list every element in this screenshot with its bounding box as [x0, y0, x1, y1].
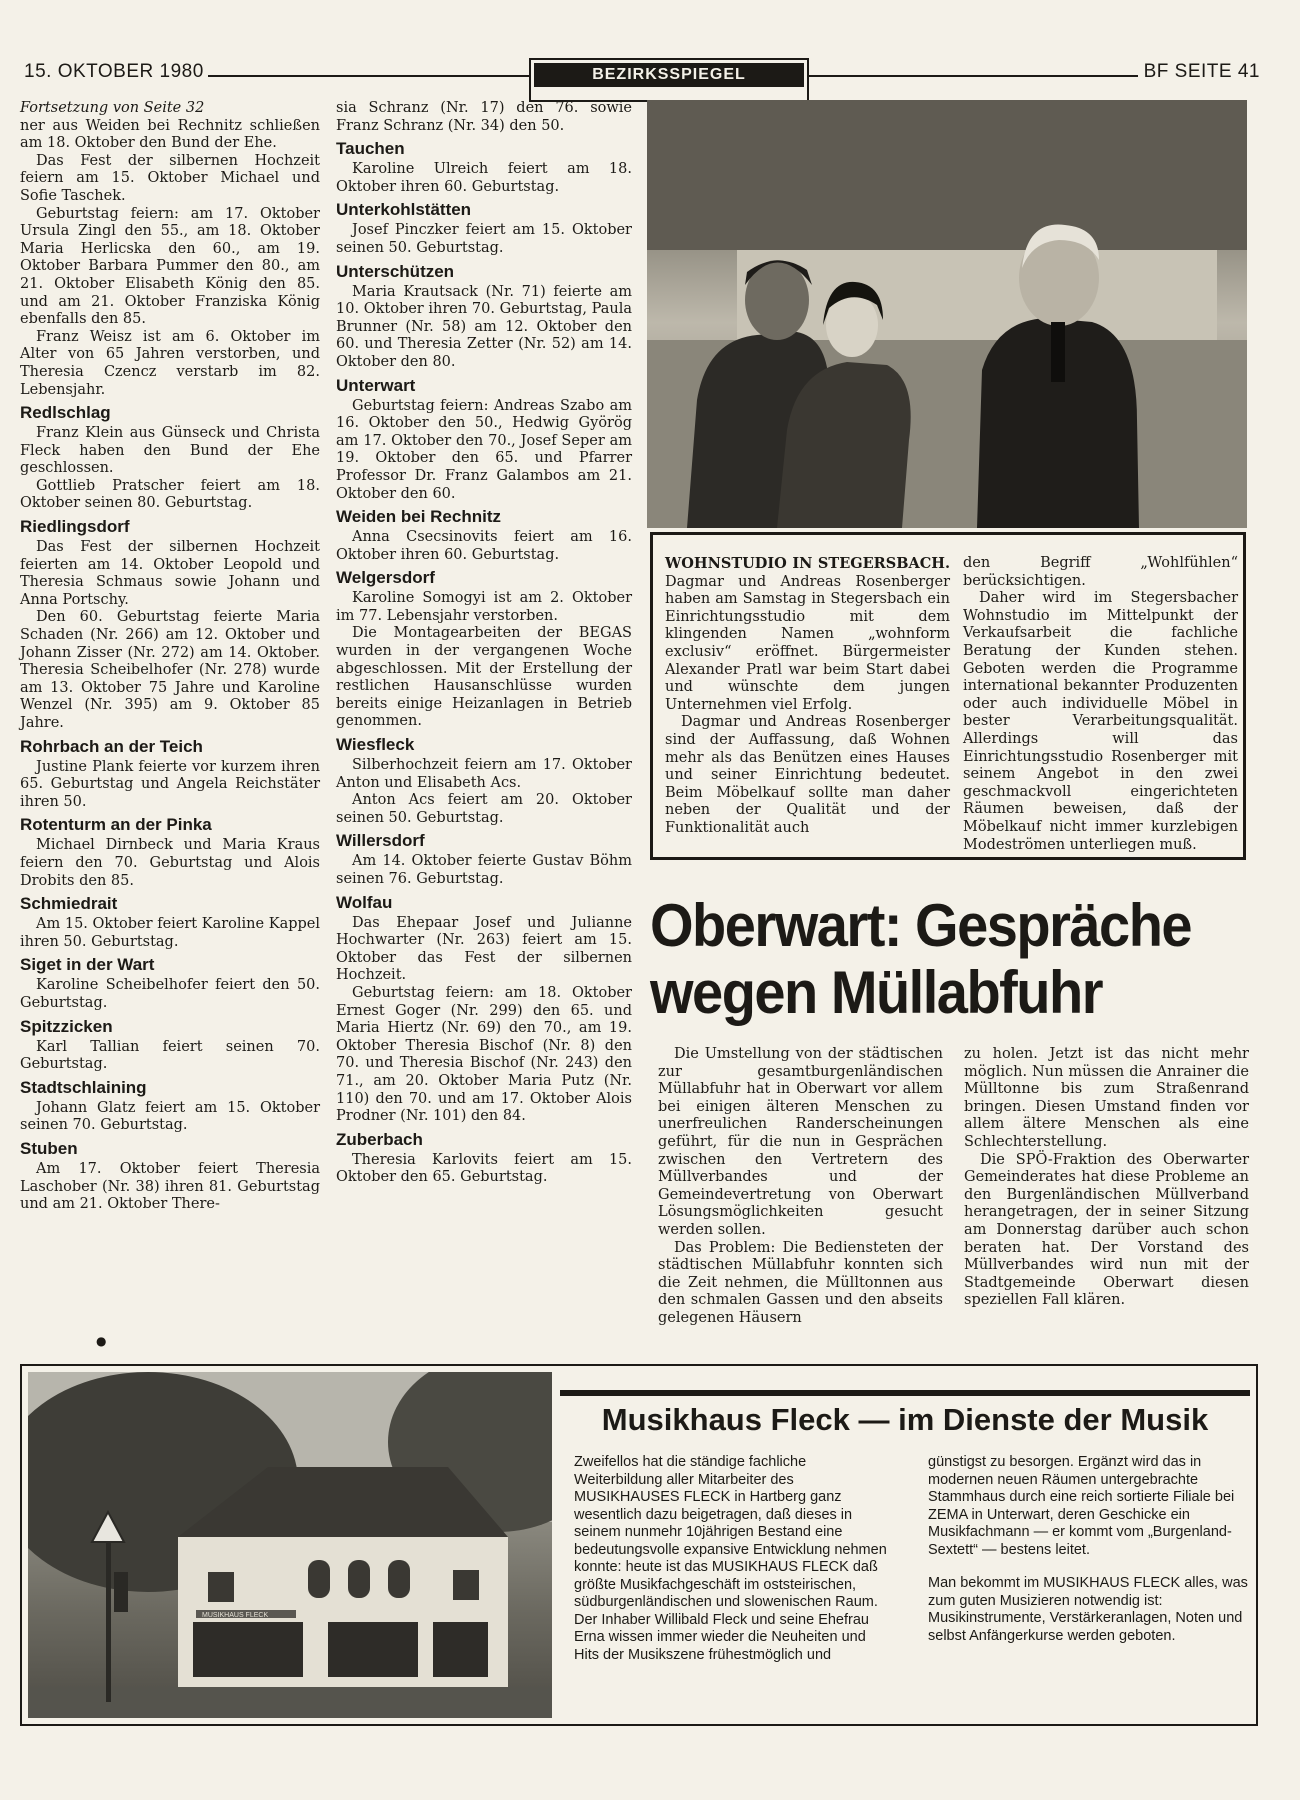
place-heading: Wolfau — [336, 892, 393, 912]
place-heading: Riedlingsdorf — [20, 517, 130, 537]
section-label — [529, 58, 809, 102]
article-text: sia Schranz (Nr. 17) den 76. sowie Franz Schranz (Nr. 34) den 50. — [336, 100, 632, 134]
column-end-bullet: ● — [96, 1334, 107, 1348]
place-heading: Schmiedrait — [20, 894, 118, 914]
article-text: Am 14. Oktober feierte Gustav Böhm seinen 76. Geburtstag. — [336, 853, 632, 887]
place-heading: Spitzzicken — [20, 1016, 113, 1036]
place-heading: Stuben — [20, 1138, 78, 1158]
article-text: Justine Plank feierte vor kurzem ihren 65. Geburtstag und Angela Reichstäter ihren 50. — [20, 758, 320, 810]
article-text: ner aus Weiden bei Rechnitz schließen am 18. Oktober den Bund der Ehe. — [20, 117, 320, 152]
masthead — [24, 58, 1260, 98]
wohnstudio-column-1 — [665, 555, 950, 838]
place-heading: Unterkohlstätten — [336, 200, 472, 220]
headline-line-1: Oberwart: Gespräche — [650, 890, 1192, 959]
ad-column-1 — [574, 1454, 894, 1664]
article-text: Die Umstellung von der städtischen zur gesamtburgenländischen Müllabfuhr hat in Oberwart vor allem bei einigen älteren Menschen zu unerfreulichen Randerscheinungen geführt, für die nun in Gesprächen zwischen den Vertretern des Müllverbandes und der Gemeindevertretung von Oberwart Lösungsmöglichkeiten gesucht werden sollen. — [658, 1046, 943, 1238]
wohnstudio-lead: WOHNSTUDIO IN STEGERSBACH. — [665, 555, 950, 572]
section-title: BEZIRKSSPIEGEL — [534, 63, 804, 87]
article-text: zu holen. Jetzt ist das nicht mehr möglich. Nun müssen die Anrainer die Mülltonne bis zum Straßenrand bringen. Diesen Umstand finden vor allem ältere Menschen als eine Schlechterstellung. — [964, 1046, 1249, 1150]
article-text: Silberhochzeit feiern am 17. Oktober Anton und Elisabeth Acs. — [336, 757, 632, 791]
wohnstudio-photo — [647, 100, 1247, 528]
article-text: Karoline Ulreich feiert am 18. Oktober ihren 60. Geburtstag. — [336, 161, 632, 195]
article-text: Karoline Somogyi ist am 2. Oktober im 77. Lebensjahr verstorben. — [336, 590, 632, 624]
place-heading: Tauchen — [336, 139, 405, 159]
article-text: Das Ehepaar Josef und Julianne Hochwarter (Nr. 263) feiert am 15. Oktober das Fest der silbernen Hochzeit. — [336, 914, 632, 984]
article-text: Geburtstag feiern: Andreas Szabo am 16. Oktober den 50., Hedwig Györög am 17. Oktober den 70., Josef Seper am 19. Oktober den 65. und Pfarrer Professor Dr. Franz Galambos am 21. Oktober den 60. — [336, 397, 632, 502]
musikhaus-building-illustration — [28, 1372, 552, 1718]
article-text: Franz Weisz ist am 6. Oktober im Alter von 65 Jahren verstorben, und Theresia Czencz verstarb im 82. Lebensjahr. — [20, 328, 320, 398]
place-heading: Stadtschlaining — [20, 1077, 147, 1097]
article-text: Michael Dirnbeck und Maria Kraus feiern den 70. Geburtstag und Alois Drobits den 85. — [20, 837, 320, 889]
article-text — [665, 555, 950, 714]
article-text: Geburtstag feiern: am 17. Oktober Ursula Zingl den 55., am 18. Oktober Maria Herlicska den 60., am 19. Oktober Barbara Pummer den 80., am 21. Oktober Elisabeth König den 85. und am 21. Oktober Franziska König ebenfalls den 85. — [20, 205, 320, 328]
article-text: Karl Tallian feiert seinen 70. Geburtstag. — [20, 1038, 320, 1073]
ad-title: Musikhaus Fleck — im Dienste der Musik — [560, 1402, 1250, 1438]
article-text: Geburtstag feiern: am 18. Oktober Ernest Goger (Nr. 299) den 65. und Maria Hiertz (Nr. 69) den 70., am 19. Oktober Theresia Bischof (Nr. 8) den 70. und Theresia Bischof (Nr. 243) den 71., am 20. Oktober Maria Putz (Nr. 110) den 70. und am 17. Oktober Alois Prodner (Nr. 101) den 84. — [336, 984, 632, 1125]
musikhaus-photo — [28, 1372, 552, 1718]
wohnstudio-photo-illustration — [647, 100, 1247, 528]
article-text: Dagmar und Andreas Rosenberger sind der Auffassung, daß Wohnen mehr als das Benützen eines Hauses und seiner Einrichtung bedeutet. Beim Möbelkauf sollte man daher neben der Qualität und der Funktionalität auch — [665, 714, 950, 836]
place-heading: Redlschlag — [20, 403, 111, 423]
place-heading: Rotenturm an der Pinka — [20, 815, 212, 835]
article-text: Johann Glatz feiert am 15. Oktober seinen 70. Geburtstag. — [20, 1099, 320, 1134]
shop-sign: MUSIKHAUS FLECK — [202, 1612, 269, 1619]
oberwart-column-2 — [964, 1046, 1249, 1310]
headline-line-2: wegen Müllabfuhr — [650, 957, 1102, 1026]
place-heading: Weiden bei Rechnitz — [336, 507, 501, 527]
column-1 — [20, 100, 320, 1214]
ad-text: Zweifellos hat die ständige fachliche Weiterbildung aller Mitarbeiter des MUSIKHAUSES FLECK in Hartberg ganz wesentlich dazu beigetragen, daß dieses in seinem nunmehr 10jährigen Bestand eine bedeutungsvolle expansive Entwicklung nehmen konnte: heute ist das MUSIKHAUS FLECK daß größte Musikfachgeschäft im oststeirischen, südburgenländischen und slowenischen Raum. Der Inhaber Willibald Fleck und seine Ehefrau Erna wissen immer wieder die Neuheiten und Hits der Musikszene frühestmöglich und — [574, 1454, 887, 1663]
continuation-note: Fortsetzung von Seite 32 — [20, 100, 205, 116]
place-heading: Rohrbach an der Teich — [20, 736, 203, 756]
musikhaus-fleck-ad — [20, 1364, 1258, 1726]
article-text: Josef Pinczker feiert am 15. Oktober seinen 50. Geburtstag. — [336, 222, 632, 256]
article-text: Den 60. Geburtstag feierte Maria Schaden (Nr. 266) am 12. Oktober und Johann Zisser (Nr. 272) am 14. Oktober. Theresia Scheibelhofer (Nr. 278) wurde am 13. Oktober 75 Jahre und Karoline Wenzel (Nr. 395) am 9. Oktober 85 Jahre. — [20, 609, 320, 731]
article-text: Anton Acs feiert am 20. Oktober seinen 50. Geburtstag. — [336, 792, 632, 826]
article-text: Am 15. Oktober feiert Karoline Kappel ihren 50. Geburtstag. — [20, 916, 320, 950]
article-text: Daher wird im Stegersbacher Wohnstudio im Mittelpunkt der Verkaufsarbeit die fachliche Beratung der Kunden stehen. Geboten werden die Programme international bekannter Produzenten oder auch individuelle Möbel in bester Verarbeitungsqualität. Allerdings will das Einrichtungsstudio Rosenberger mit seinem Angebot in den zwei geschmackvoll eingerichteten Räumen beweisen, daß der Möbelkauf nicht immer kurzlebigen Modeströmen unterliegen muß. — [963, 590, 1238, 853]
wohnstudio-box — [650, 532, 1246, 860]
article-text: Das Fest der silbernen Hochzeit feiern am 15. Oktober Michael und Sofie Taschek. — [20, 152, 320, 204]
article-text: Karoline Scheibelhofer feiert den 50. Geburtstag. — [20, 977, 320, 1011]
wohnstudio-column-2 — [963, 555, 1238, 854]
ad-text: Man bekommt im MUSIKHAUS FLECK alles, was zum guten Musizieren notwendig ist: Musikinstrumente, Verstärkeranlagen, Noten und selbst Anfängerkurse werden geboten. — [928, 1575, 1248, 1644]
article-text: Die SPÖ-Fraktion des Oberwarter Gemeinderates hat diese Probleme an den Burgenländischen Müllverband herangetragen, der in seiner Sitzung am Donnerstag darüber auch schon beraten hat. Der Vorstand des Müllverbandes wird nun mit der Stadtgemeinde Oberwart diesen speziellen Fall klären. — [964, 1151, 1249, 1309]
page-number: BF SEITE 41 — [1138, 61, 1260, 83]
article-text: Das Problem: Die Bediensteten der städtischen Müllabfuhr konnten sich die Zeit nehmen, die Mülltonnen aus den schmalen Gassen und den abseits gelegenen Häusern — [658, 1239, 943, 1326]
place-heading: Wiesfleck — [336, 735, 415, 755]
wohnstudio-text: Dagmar und Andreas Rosenberger haben am Samstag in Stegersbach ein Einrichtungsstudio mit dem klingenden Namen „wohnform exclusiv“ eröffnet. Bürgermeister Alexander Pratl war beim Start dabei und wünschte dem jungen Unternehmen viel Erfolg. — [665, 573, 950, 713]
place-heading: Welgersdorf — [336, 568, 435, 588]
column-2 — [336, 100, 632, 1187]
place-heading: Unterschützen — [336, 261, 455, 281]
article-text: Am 17. Oktober feiert Theresia Laschober (Nr. 38) ihren 81. Geburtstag und am 21. Oktober There- — [20, 1160, 320, 1213]
article-text: Theresia Karlovits feiert am 15. Oktober den 65. Geburtstag. — [336, 1151, 632, 1186]
oberwart-column-1 — [658, 1046, 943, 1328]
place-heading: Willersdorf — [336, 831, 425, 851]
article-text: Anna Csecsinovits feiert am 16. Oktober ihren 60. Geburtstag. — [336, 529, 632, 563]
oberwart-headline — [650, 892, 1250, 1026]
place-heading: Unterwart — [336, 375, 416, 395]
article-text: Die Montagearbeiten der BEGAS wurden in der vergangenen Woche abgeschlossen. Mit der Erstellung der restlichen Hausanschlüsse wurden bereits einige Heizanlagen in Betrieb genommen. — [336, 625, 632, 730]
issue-date: 15. OKTOBER 1980 — [24, 61, 208, 83]
article-text: Maria Krautsack (Nr. 71) feierte am 10. Oktober ihren 70. Geburtstag, Paula Brunner (Nr. 58) am 12. Oktober den 60. und Theresia Zetter (Nr. 52) am 14. Oktober den 80. — [336, 283, 632, 370]
article-text: Franz Klein aus Günseck und Christa Fleck haben den Bund der Ehe geschlossen. — [20, 425, 320, 477]
article-text: Gottlieb Pratscher feiert am 18. Oktober seinen 80. Geburtstag. — [20, 477, 320, 512]
article-text: den Begriff „Wohlfühlen“ berücksichtigen. — [963, 555, 1238, 589]
ad-text: günstigst zu besorgen. Ergänzt wird das in modernen neuen Räumen untergebrachte Stammhaus durch eine reich sortierte Filiale bei ZEMA in Unterwart, deren Geschicke ein Musikfachmann — er kommt vom „Burgenland-Sextett“ — bestens leitet. — [928, 1454, 1235, 1558]
article-text: Das Fest der silbernen Hochzeit feierten am 14. Oktober Leopold und Theresia Schmaus sowie Johann und Anna Portschy. — [20, 539, 320, 608]
place-heading: Siget in der Wart — [20, 955, 155, 975]
place-heading: Zuberbach — [336, 1129, 423, 1149]
ad-column-2 — [928, 1454, 1248, 1645]
